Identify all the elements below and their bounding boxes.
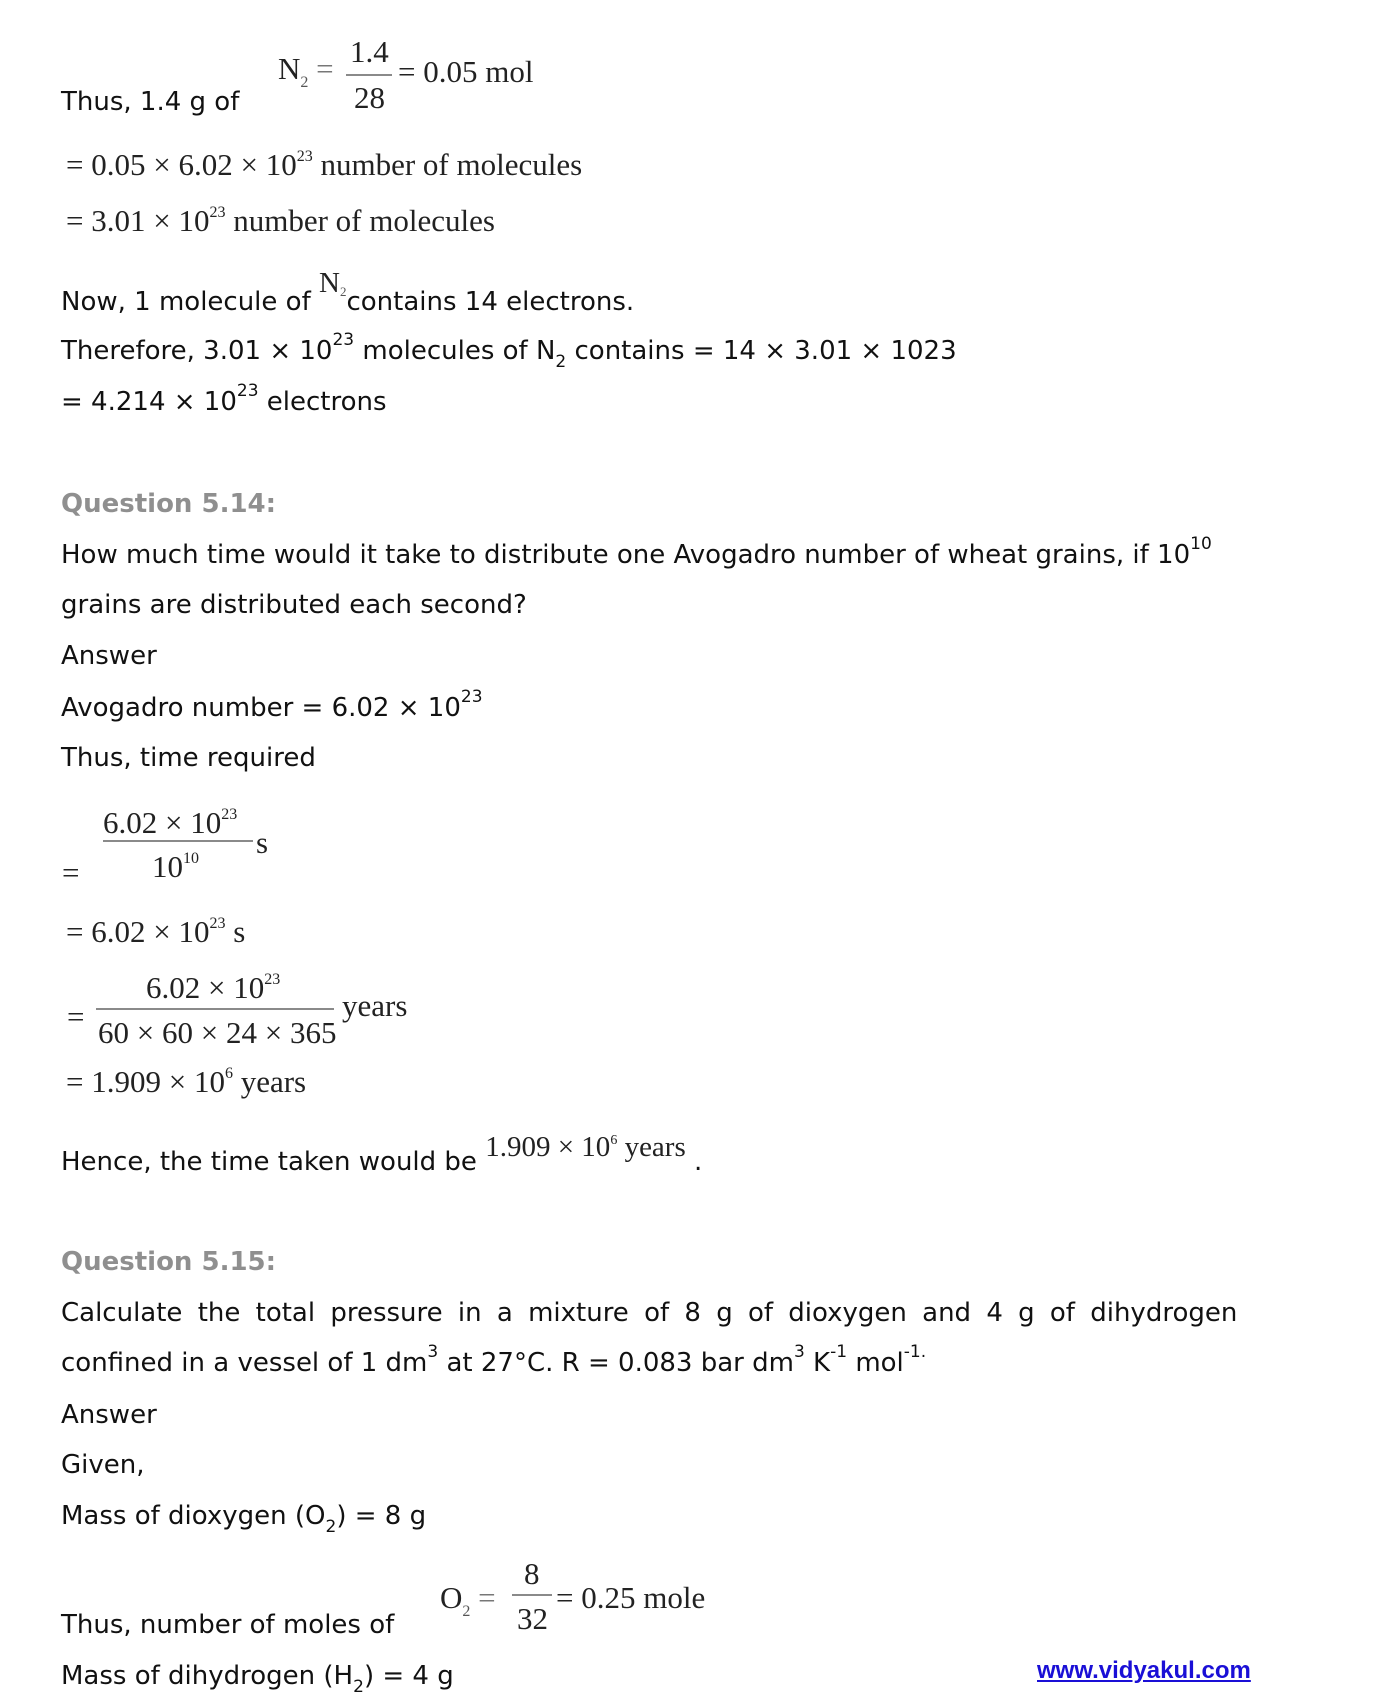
- question-5-14-text-line-1: How much time would it take to distribute one Avogadro number of wheat grains, if $10^{10}$: [61, 534, 1212, 570]
- fraction-eq: =: [67, 999, 85, 1034]
- fraction-bar: [103, 840, 253, 842]
- o2-formula: [440, 1550, 740, 1650]
- n2-result: = 0.05 mol: [398, 54, 534, 89]
- o2-lhs: $O_2$ =: [440, 1580, 496, 1620]
- fraction-unit: s: [256, 825, 269, 860]
- now-line: Now, 1 molecule of N2contains 14 electrons.: [61, 267, 635, 317]
- fraction-numerator: $6.02 \times 10^{23}$: [146, 970, 281, 1005]
- fraction-bar: [346, 74, 392, 76]
- given-label: Given,: [61, 1450, 145, 1480]
- fraction-bar: [96, 1008, 334, 1010]
- n2-inline-formula: N2: [319, 267, 347, 299]
- question-5-15-text-line-2: confined in a vessel of 1 $dm^3$ at 27°C. R = 0.083 bar $dm^3$ $K^{-1}$ mol$^{-1.}$: [61, 1342, 927, 1378]
- o2-numerator: 8: [524, 1556, 540, 1591]
- mass-dihydrogen-line: Mass of dihydrogen $(H_2) = 4$ g: [61, 1661, 454, 1698]
- fraction-denominator: 60 × 60 × 24 × 365: [98, 1015, 337, 1050]
- n2-numerator: 1.4: [350, 34, 389, 69]
- vidyakul-link[interactable]: www.vidyakul.com: [1037, 1657, 1251, 1684]
- fraction-unit: years: [342, 988, 408, 1023]
- fraction-numerator: $6.02 \times 10^{23}$: [103, 805, 238, 840]
- conclusion-formula: $1.909 \times 10^6$ years: [485, 1131, 686, 1163]
- fraction-seconds: [60, 795, 300, 895]
- moles-label: Thus, number of moles of: [61, 1610, 395, 1640]
- fraction-bar: [512, 1594, 552, 1596]
- fraction-denominator: $10^{10}$: [152, 849, 199, 884]
- answer-label: Answer: [61, 641, 157, 671]
- n2-denominator: 28: [354, 80, 385, 115]
- molecules-line-1: = $0.05 \times 6.02 \times 10^{23}$ number of molecules: [66, 147, 583, 182]
- molecules-line-2: = $3.01 \times 10^{23}$ number of molecules: [66, 203, 495, 238]
- result-years: = $1.909 \times 10^6$ years: [66, 1064, 307, 1099]
- question-5-15-text-line-1: Calculate the total pressure in a mixture of 8 g of dioxygen and 4 g of dihydrogen: [61, 1298, 1238, 1328]
- result-seconds: = $6.02 \times 10^{23}$ s: [66, 914, 246, 949]
- o2-denominator: 32: [517, 1601, 548, 1636]
- thus-time-line: Thus, time required: [61, 743, 316, 773]
- thus-label: Thus, 1.4 g of: [61, 87, 240, 117]
- question-5-15-heading: Question 5.15:: [61, 1247, 277, 1277]
- fraction-eq: =: [62, 855, 80, 890]
- question-5-14-heading: Question 5.14:: [61, 489, 277, 519]
- o2-result: = 0.25 mole: [556, 1580, 706, 1615]
- answer-label: Answer: [61, 1400, 157, 1430]
- n2-formula: [278, 0, 578, 120]
- therefore-line: Therefore, $3.01 \times 10^{23}$ molecules of $N_2$ contains = 14 × 3.01 × 1023: [61, 330, 957, 373]
- avogadro-line: Avogadro number = $6.02 \times 10^{23}$: [61, 687, 483, 723]
- mass-dioxygen-line: Mass of dioxygen $(O_2) = 8$ g: [61, 1501, 427, 1538]
- question-5-14-text-line-2: grains are distributed each second?: [61, 590, 527, 620]
- fraction-years: [60, 960, 440, 1060]
- electrons-line: = $4.214 \times 10^{23}$ electrons: [61, 381, 387, 417]
- n2-lhs: $N_2$ =: [278, 51, 334, 91]
- conclusion-line: Hence, the time taken would be $1.909 \times 10^6$ years .: [61, 1131, 703, 1177]
